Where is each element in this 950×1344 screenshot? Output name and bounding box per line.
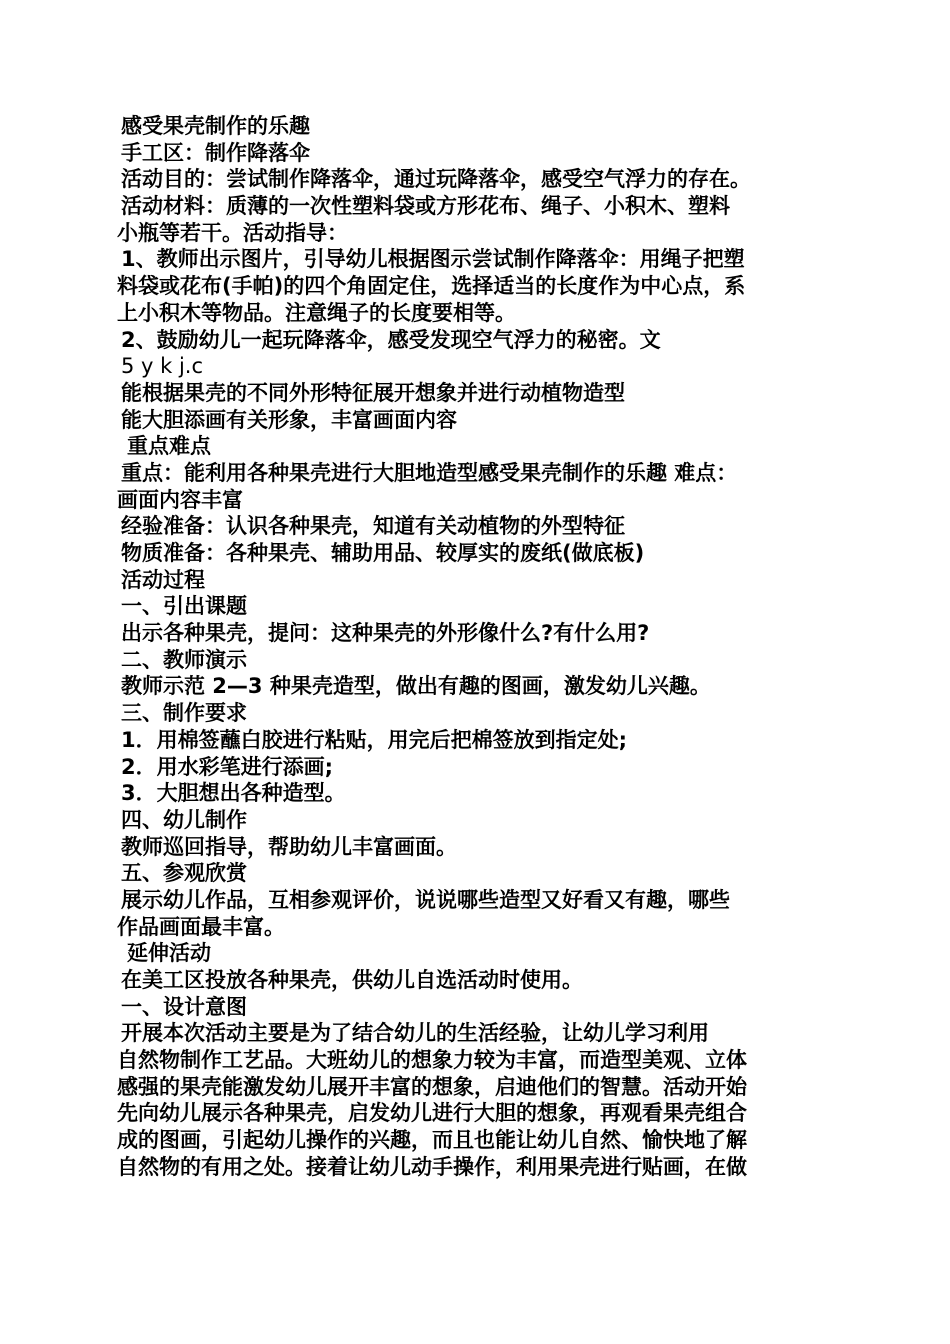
text-line: 延伸活动: [127, 941, 211, 966]
text-line: 自然物制作工艺品。大班幼儿的想象力较为丰富，而造型美观、立体: [117, 1048, 747, 1073]
text-line: 一、设计意图: [121, 994, 247, 1019]
text-line: 三、制作要求: [121, 701, 247, 726]
text-line: 手工区：制作降落伞: [121, 140, 310, 165]
text-line: 1、教师出示图片，引导幼儿根据图示尝试制作降落伞：用绳子把塑: [121, 247, 745, 272]
text-line: 自然物的有用之处。接着让幼儿动手操作，利用果壳进行贴画，在做: [117, 1154, 747, 1179]
text-line: 二、教师演示: [121, 647, 247, 672]
text-line: 物质准备：各种果壳、辅助用品、较厚实的废纸(做底板): [121, 541, 645, 565]
text-line: 活动目的：尝试制作降落伞，通过玩降落伞，感受空气浮力的存在。: [121, 167, 751, 192]
text-line: 感受果壳制作的乐趣: [121, 114, 310, 138]
text-line: 2．用水彩笔进行添画;: [121, 754, 334, 779]
text-line: 能根据果壳的不同外形特征展开想象并进行动植物造型: [121, 380, 625, 405]
text-line: 2、鼓励幼儿一起玩降落伞，感受发现空气浮力的秘密。文: [121, 327, 661, 352]
text-line: 能大胆添画有关形象，丰富画面内容: [121, 407, 457, 432]
text-line: 重点难点: [127, 434, 211, 459]
text-line: 经验准备：认识各种果壳，知道有关动植物的外型特征: [121, 514, 625, 539]
text-line: 出示各种果壳，提问：这种果壳的外形像什么?有什么用?: [121, 621, 650, 646]
text-line: 开展本次活动主要是为了结合幼儿的生活经验，让幼儿学习利用: [121, 1021, 709, 1046]
text-line: 小瓶等若干。活动指导：: [117, 220, 348, 245]
text-line: 料袋或花布(手帕)的四个角固定住，选择适当的长度作为中心点，系: [117, 274, 746, 299]
text-line: 一、引出课题: [121, 594, 247, 619]
text-line: 展示幼儿作品，互相参观评价，说说哪些造型又好看又有趣，哪些: [121, 887, 730, 912]
text-line: 四、幼儿制作: [121, 807, 247, 832]
text-line: 活动材料：质薄的一次性塑料袋或方形花布、绳子、小积木、塑料: [121, 194, 730, 219]
text-line: 作品画面最丰富。: [117, 914, 285, 939]
text-line: 5 y k j.c: [121, 354, 204, 379]
text-line: 重点：能利用各种果壳进行大胆地造型感受果壳制作的乐趣 难点：: [121, 460, 738, 485]
text-line: 教师示范 2—3 种果壳造型，做出有趣的图画，激发幼儿兴趣。: [121, 674, 711, 699]
text-line: 五、参观欣赏: [121, 861, 247, 886]
text-line: 感强的果壳能激发幼儿展开丰富的想象，启迪他们的智慧。活动开始: [117, 1074, 747, 1099]
text-line: 成的图画，引起幼儿操作的兴趣，而且也能让幼儿自然、愉快地了解: [117, 1128, 747, 1153]
text-line: 画面内容丰富: [117, 487, 243, 512]
document-body: [117, 113, 837, 1181]
text-line: 在美工区投放各种果壳，供幼儿自选活动时使用。: [121, 968, 583, 992]
text-line: 3．大胆想出各种造型。: [121, 781, 346, 806]
text-line: 活动过程: [121, 567, 205, 592]
text-line: 教师巡回指导，帮助幼儿丰富画面。: [121, 834, 457, 859]
text-line: 上小积木等物品。注意绳子的长度要相等。: [117, 300, 516, 325]
text-line: 先向幼儿展示各种果壳，启发幼儿进行大胆的想象，再观看果壳组合: [117, 1101, 747, 1126]
text-line: 1．用棉签蘸白胶进行粘贴，用完后把棉签放到指定处;: [121, 727, 628, 752]
